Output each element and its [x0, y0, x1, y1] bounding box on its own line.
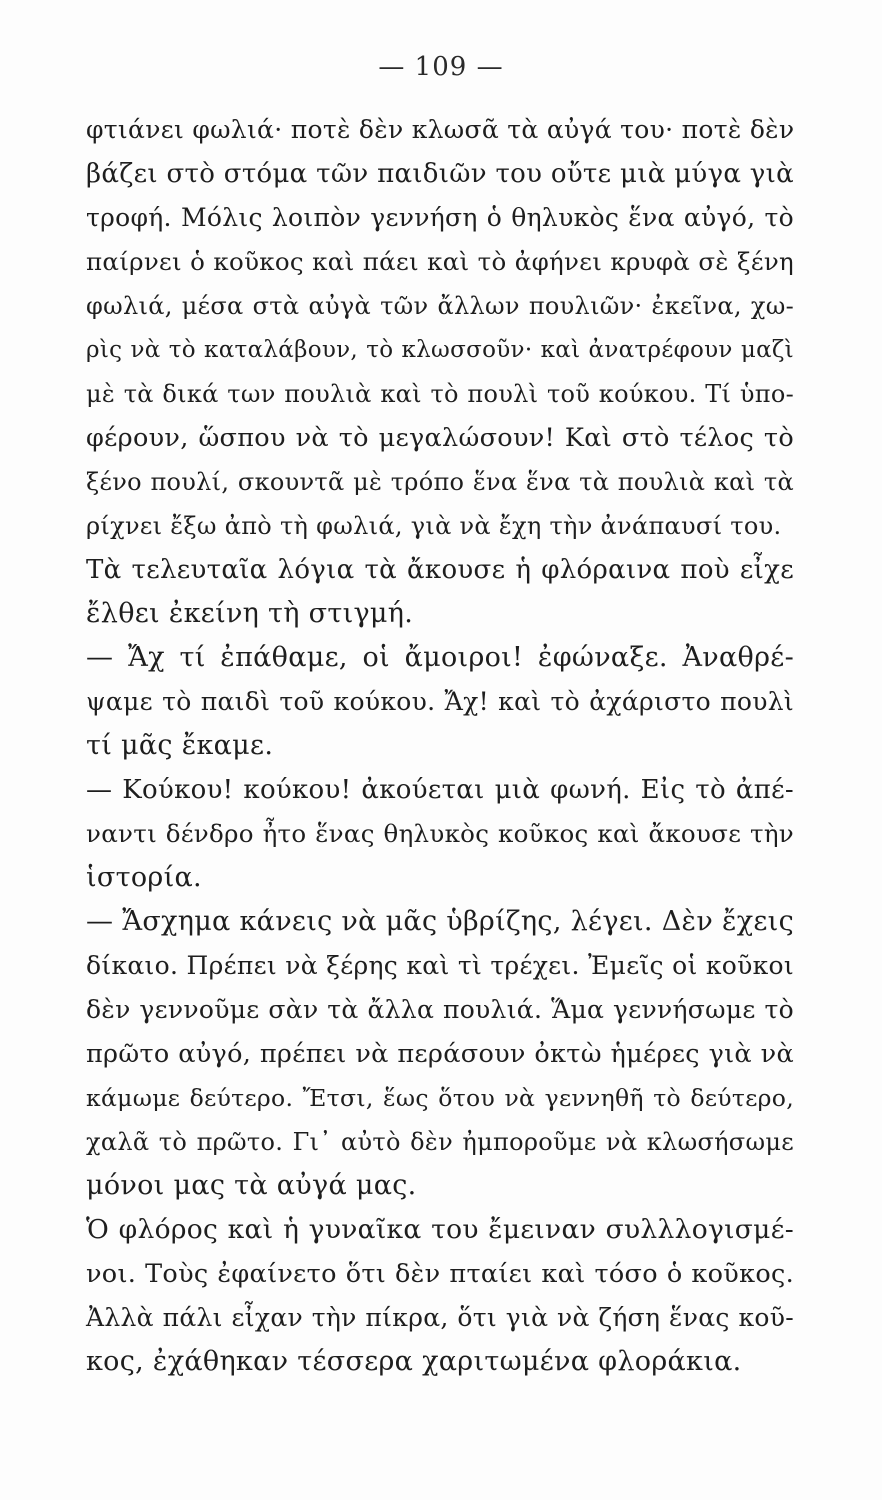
- text-line: Ὁ φλόρος καὶ ἡ γυναῖκα του ἔμειναν συλλλογισμέ-: [86, 1214, 794, 1245]
- text-line: παίρνει ὁ κοῦκος καὶ πάει καὶ τὸ ἀφήνει κρυφὰ σὲ ξένη: [86, 247, 794, 276]
- text-line: ρίχνει ἔξω ἀπὸ τὴ φωλιά, γιὰ νὰ ἔχη τὴν ἀνάπαυσί του.: [86, 512, 782, 540]
- text-line: ναντι δένδρο ἦτο ἕνας θηλυκὸς κοῦκος καὶ ἄκουσε τὴν: [86, 819, 794, 848]
- text-line: πρῶτο αὐγό, πρέπει νὰ περάσουν ὀκτὼ ἡμέρες γιὰ νὰ: [86, 1039, 794, 1069]
- text-line: δὲν γεννοῦμε σὰν τὰ ἄλλα πουλιά. Ἅμα γεννήσωμε τὸ: [86, 995, 794, 1024]
- text-line: ξένο πουλί, σκουντᾶ μὲ τρόπο ἕνα ἕνα τὰ πουλιὰ καὶ τὰ: [86, 468, 794, 496]
- text-line: ἱστορία.: [86, 862, 202, 893]
- text-line: μὲ τὰ δικά των πουλιὰ καὶ τὸ πουλὶ τοῦ κούκου. Τί ὑπο-: [86, 380, 794, 408]
- text-line: τροφή. Μόλις λοιπὸν γεννήση ὁ θηλυκὸς ἕνα αὐγό, τὸ: [86, 203, 794, 232]
- text-line: — Κούκου! κούκου! ἀκούεται μιὰ φωνή. Εἰς τὸ ἀπέ-: [86, 775, 794, 805]
- text-line: φωλιά, μέσα στὰ αὐγὰ τῶν ἄλλων πουλιῶν· ἐκεῖνα, χω-: [86, 292, 794, 320]
- text-line: ρὶς νὰ τὸ καταλάβουν, τὸ κλωσσοῦν· καὶ ἀνατρέφουν μαζὶ: [86, 337, 794, 363]
- page-number: — 109 —: [378, 52, 504, 82]
- text-line: κος, ἐχάθηκαν τέσσερα χαριτωμένα φλοράκια.: [86, 1346, 742, 1377]
- text-line: — Ἄσχημα κάνεις νὰ μᾶς ὑβρίζης, λέγει. Δὲν ἔχεις: [86, 906, 794, 937]
- text-line: δίκαιο. Πρέπει νὰ ξέρης καὶ τὶ τρέχει. Ἐμεῖς οἱ κοῦκοι: [86, 951, 794, 980]
- text-line: νοι. Τοὺς ἐφαίνετο ὅτι δὲν πταίει καὶ τόσο ὁ κοῦκος.: [86, 1259, 794, 1289]
- text-line: τί μᾶς ἔκαμε.: [86, 730, 274, 761]
- text-line: χαλᾶ τὸ πρῶτο. Γι᾽ αὐτὸ δὲν ἠμποροῦμε νὰ κλωσήσωμε: [86, 1128, 794, 1156]
- text-line: φέρουν, ὥσπου νὰ τὸ μεγαλώσουν! Καὶ στὸ τέλος τὸ: [86, 423, 794, 453]
- text-line: ἔλθει ἐκείνη τὴ στιγμή.: [86, 598, 414, 629]
- text-line: βάζει στὸ στόμα τῶν παιδιῶν του οὔτε μιὰ μύγα γιὰ: [86, 159, 794, 189]
- text-line: Ἀλλὰ πάλι εἶχαν τὴν πίκρα, ὅτι γιὰ νὰ ζήση ἕνας κοῦ-: [86, 1303, 794, 1332]
- text-line: Τὰ τελευταῖα λόγια τὰ ἄκουσε ἡ φλόραινα ποὺ εἶχε: [86, 555, 794, 585]
- text-line: φτιάνει φωλιά· ποτὲ δὲν κλωσᾶ τὰ αὐγά του· ποτὲ δὲν: [86, 115, 795, 144]
- text-line: μόνοι μας τὰ αὐγά μας.: [86, 1170, 417, 1201]
- text-line: κάμωμε δεύτερο. Ἔτσι, ἕως ὅτου νὰ γεννηθῆ τὸ δεύτερο,: [86, 1084, 794, 1112]
- body-text: [86, 108, 794, 1384]
- text-line: — Ἄχ τί ἐπάθαμε, οἱ ἄμοιροι! ἐφώναξε. Ἀναθρέ-: [86, 642, 794, 673]
- text-line: ψαμε τὸ παιδὶ τοῦ κούκου. Ἄχ! καὶ τὸ ἀχάριστο πουλὶ: [86, 687, 794, 716]
